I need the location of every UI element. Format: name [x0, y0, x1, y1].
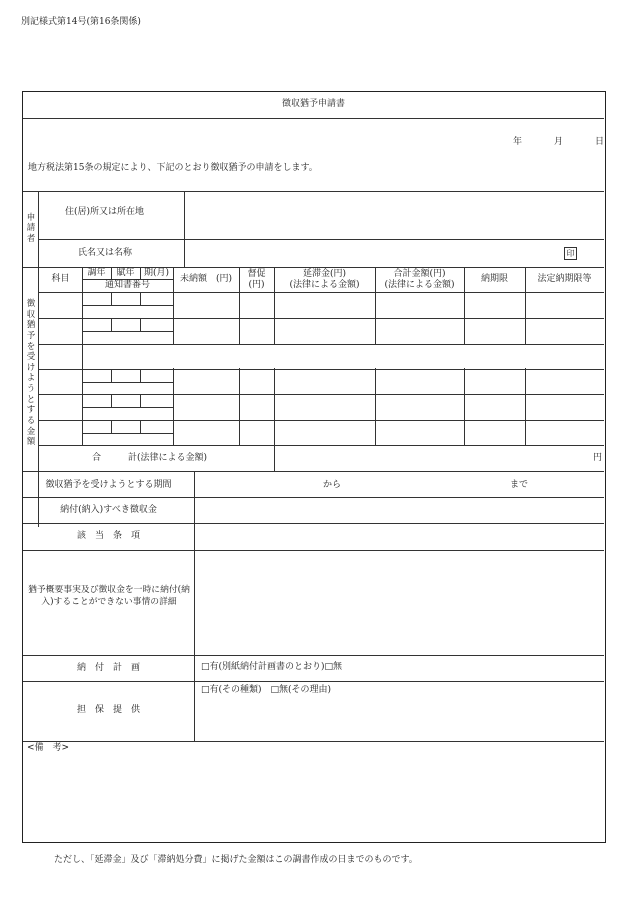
footnote: ただし、「延滞金」及び「滞納処分費」に掲げた金額はこの調書作成の日までのものです。 [54, 855, 418, 865]
address-field[interactable] [186, 193, 602, 237]
table-row[interactable] [39, 345, 603, 368]
collateral-label: 担 保 提 供 [76, 705, 140, 715]
total-label: 合 計(法律による金額) [92, 453, 208, 463]
period-label: 徴収猶予を受けようとする期間 [45, 480, 172, 490]
application-form [22, 91, 606, 843]
seal-mark: 印 [564, 247, 577, 260]
payment-plan-options[interactable]: □有(別紙納付計画書のとおり)□無 [201, 662, 343, 672]
date-year: 年 [513, 137, 523, 147]
name-label: 氏名又は名称 [78, 248, 133, 258]
article-label: 該 当 条 項 [76, 531, 140, 541]
period-from: から [323, 480, 342, 490]
col-delinquency: 延滞金(円) (法律による金額) [289, 269, 360, 290]
col-subject: 科目 [51, 274, 70, 284]
total-unit: 円 [593, 453, 603, 463]
amount-to-pay-label: 納付(納入)すべき徴収金 [60, 505, 157, 515]
table-row[interactable] [39, 293, 603, 317]
col-statutory-due: 法定納期限等 [537, 274, 592, 284]
date-day: 日 [595, 137, 605, 147]
remarks-field[interactable] [25, 756, 602, 840]
amount-side-label: 徴収猶予を受けようとする金額 [26, 299, 36, 448]
table-row[interactable] [39, 370, 603, 393]
remarks-label: <備 考> [27, 743, 70, 753]
amount-to-pay-field[interactable] [196, 499, 602, 522]
col-year-levy: 調年 [87, 268, 106, 278]
intro-text: 地方税法第15条の規定により、下記のとおり徴収猶予の申請をします。 [28, 163, 318, 173]
name-field[interactable] [186, 241, 561, 266]
period-field[interactable] [196, 473, 602, 496]
collateral-options[interactable]: □有(その種類) □無(その理由) [201, 685, 332, 695]
reason-field[interactable] [196, 552, 602, 654]
col-period: 期(月) [143, 268, 170, 278]
table-row[interactable] [39, 395, 603, 419]
col-total: 合計金額(円) (法律による金額) [384, 269, 455, 290]
article-field[interactable] [196, 525, 602, 549]
reason-label: 猶予概要事実及び徴収金を一時に納付(納入)することができない事情の詳細 [28, 585, 190, 607]
form-title: 徴収猶予申請書 [281, 99, 345, 109]
table-row[interactable] [39, 421, 603, 444]
col-unpaid: 未納額 (円) [179, 274, 233, 284]
payment-plan-label: 納 付 計 画 [76, 663, 140, 673]
table-row[interactable] [39, 319, 603, 343]
col-due: 納期限 [480, 274, 508, 284]
col-notice-number: 通知書番号 [104, 280, 150, 290]
total-amount-field[interactable] [276, 447, 591, 469]
address-label: 住(居)所又は所在地 [65, 207, 145, 217]
date-month: 月 [554, 137, 564, 147]
period-to: まで [510, 480, 529, 490]
form-number: 別記様式第14号(第16条関係) [21, 17, 141, 27]
col-fiscal-year: 賦年 [116, 268, 135, 278]
col-dunning: 督促 (円) [247, 269, 266, 290]
applicant-label: 申請者 [26, 213, 36, 244]
